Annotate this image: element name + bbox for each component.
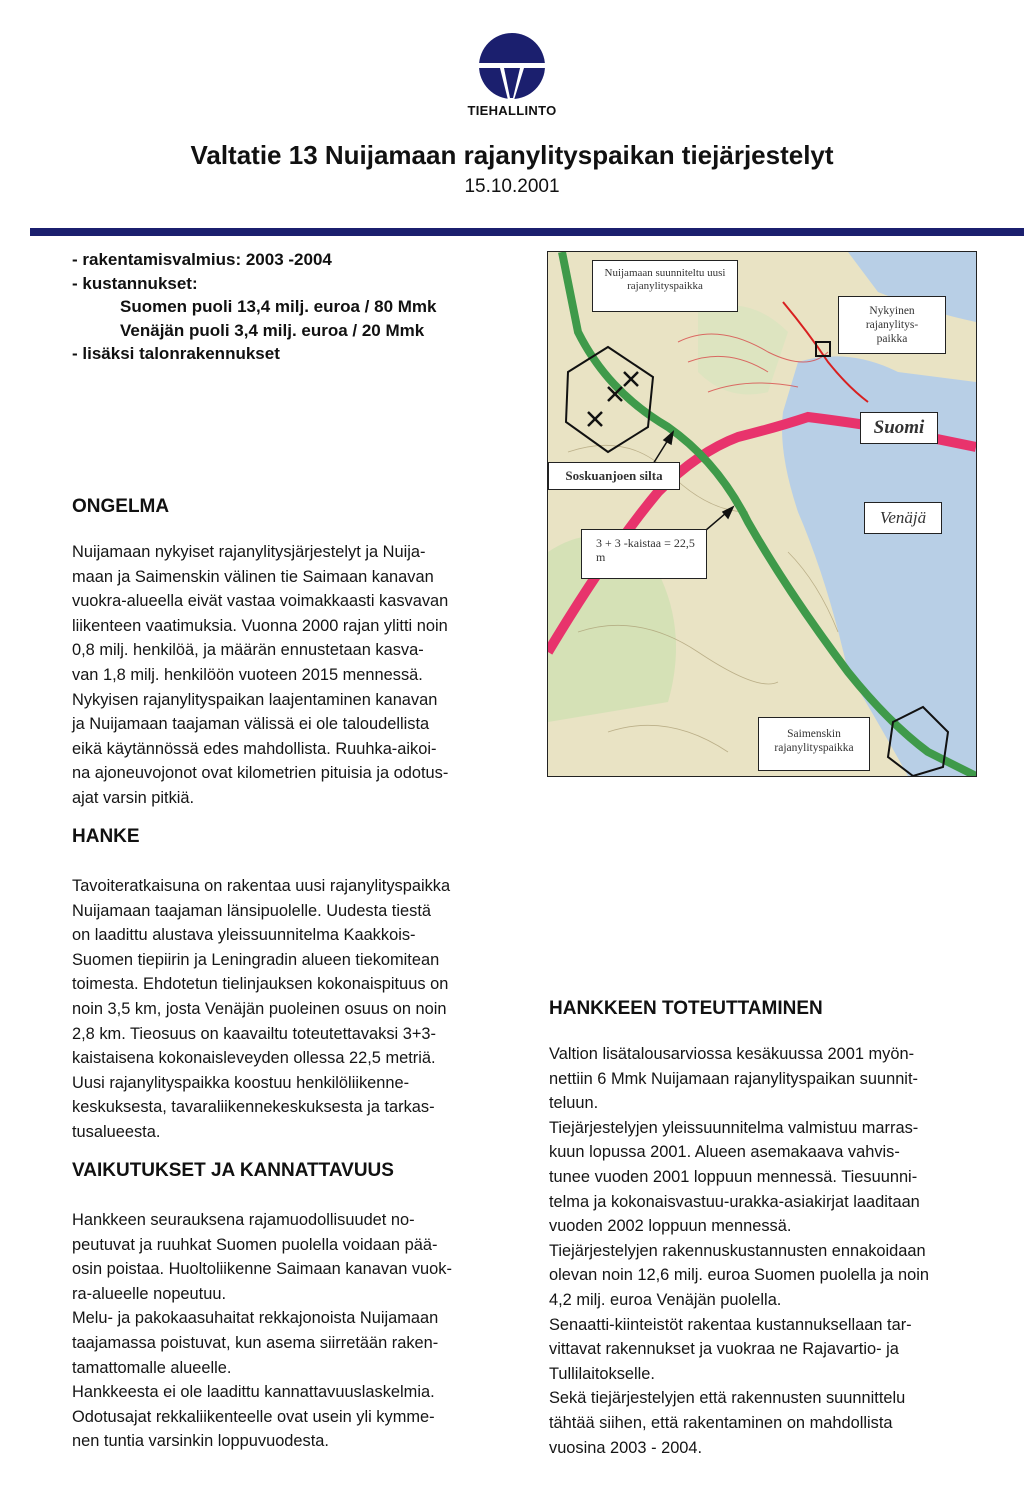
text-line: 0,8 milj. henkilöä, ja määrän ennustetaan kasva-: [72, 641, 424, 660]
heading-ongelma: ONGELMA: [72, 496, 170, 517]
summary-cost-finland: Suomen puoli 13,4 milj. euroa / 80 Mmk: [120, 297, 437, 316]
vaikutukset-text: [72, 1208, 500, 1454]
text-line: na ajoneuvojonot ovat kilometrien pituisia ja odotus-: [72, 764, 449, 783]
publication-date: 15.10.2001: [464, 176, 560, 197]
text-line: nen tuntia varsinkin loppuvuodesta.: [72, 1432, 329, 1451]
text-line: Odotusajat rekkaliikenteelle ovat usein yli kymme-: [72, 1407, 435, 1426]
heading-hanke: HANKE: [72, 826, 140, 847]
text-line: Sekä tiejärjestelyjen että rakennusten suunnittelu: [549, 1389, 906, 1408]
text-line: Hankkeen seurauksena rajamuodollisuudet no-: [72, 1211, 415, 1229]
text-line: taajamassa poistuvat, kun asema siirretään raken-: [72, 1333, 439, 1352]
text-line: kaistaisena kokonaisleveyden ollessa 22,5 metriä.: [72, 1049, 436, 1068]
text-line: vittavat rakennukset ja vuokraa ne Rajavartio- ja: [549, 1340, 899, 1359]
text-line: keskuksesta, tavaraliikennekeskuksesta ja tarkas-: [72, 1098, 435, 1117]
text-line: Melu- ja pakokaasuhaitat rekkajonoista Nuijamaan: [72, 1309, 439, 1328]
summary-schedule: - rakentamisvalmius: 2003 -2004: [72, 250, 332, 269]
text-line: nettiin 6 Mmk Nuijamaan rajanylityspaikan suunnit-: [549, 1069, 918, 1088]
hanke-text: [72, 874, 500, 1145]
summary-cost-russia: Venäjän puoli 3,4 milj. euroa / 20 Mmk: [120, 320, 425, 340]
summary-costs-label: - kustannukset:: [72, 273, 198, 293]
text-line: vuokra-alueella eivät vastaa voimakkaasti kasvavan: [72, 592, 449, 611]
text-line: 2,8 km. Tieosuus on kaavailtu toteutettavaksi 3+3-: [72, 1024, 436, 1043]
summary-extra: - lisäksi talonrakennukset: [72, 344, 280, 363]
text-line: on laadittu alustava yleissuunnitelma Kaakkois-: [72, 926, 416, 945]
map-label-current-crossing: Nykyinen rajanylitys-paikka: [838, 296, 946, 354]
ongelma-text: [72, 540, 500, 811]
text-line: Nuijamaan taajaman länsipuolelle. Uudesta tiestä: [72, 901, 431, 920]
map-label-finland: Suomi: [860, 412, 938, 444]
brand-name: TIEHALLINTO: [467, 103, 557, 118]
project-summary: [72, 248, 436, 366]
map-label-new-crossing: Nuijamaan suunniteltu uusi rajanylityspaikka: [592, 260, 738, 312]
text-line: tamattomalle alueelle.: [72, 1358, 232, 1377]
page-title: Valtatie 13 Nuijamaan rajanylityspaikan tiejärjestelyt: [190, 140, 834, 170]
text-line: ajat varsin pitkiä.: [72, 788, 195, 807]
text-line: Tiejärjestelyjen yleissuunnitelma valmistuu marras-: [549, 1118, 919, 1137]
text-line: 4,2 milj. euroa Venäjän puolella.: [549, 1290, 782, 1309]
text-line: van 1,8 milj. henkilöön vuoteen 2015 mennessä.: [72, 665, 423, 684]
map-label-russia: Venäjä: [864, 502, 942, 534]
text-line: tusalueesta.: [72, 1122, 161, 1141]
text-line: peutuvat ja ruuhkat Suomen puolella voidaan pää-: [72, 1235, 438, 1254]
tiehallinto-logo: [478, 32, 546, 100]
text-line: toimesta. Ehdotetun tielinjauksen kokonaispituus on: [72, 975, 449, 994]
text-line: kuun lopussa 2001. Alueen asemakaava vahvis-: [549, 1143, 900, 1162]
text-line: ja Nuijamaan taajaman välissä ei ole taloudellista: [72, 715, 430, 734]
text-line: Hankkeesta ei ole laadittu kannattavuuslaskelmia.: [72, 1383, 435, 1402]
map-label-saimenskin: Saimenskin rajanylityspaikka: [758, 717, 870, 771]
map-label-lanes: 3 + 3 -kaistaa = 22,5 m: [581, 529, 707, 579]
route-map: [547, 251, 977, 777]
toteuttaminen-text: [549, 1042, 977, 1460]
text-line: tunee vuoden 2001 loppuun mennessä. Tiesuunni-: [549, 1167, 918, 1186]
text-line: Tavoiteratkaisuna on rakentaa uusi rajanylityspaikka: [72, 877, 451, 895]
text-line: Suomen tiepiirin ja Leningradin alueen tiekomitean: [72, 950, 440, 969]
text-line: Valtion lisätalousarviossa kesäkuussa 2001 myön-: [549, 1045, 915, 1063]
map-label-bridge: Soskuanjoen silta: [548, 462, 680, 490]
text-line: vuoden 2002 loppuun mennessä.: [549, 1217, 792, 1236]
text-line: vuosina 2003 - 2004.: [549, 1438, 703, 1457]
text-line: olevan noin 12,6 milj. euroa Suomen puolella ja noin: [549, 1266, 929, 1285]
text-line: eikä käytännössä edes mahdollista. Ruuhka-aikoi-: [72, 739, 437, 758]
heading-toteuttaminen: HANKKEEN TOTEUTTAMINEN: [549, 998, 823, 1019]
text-line: osin poistaa. Huoltoliikenne Saimaan kanavan vuok-: [72, 1260, 452, 1279]
header-divider: [30, 228, 1024, 236]
text-line: maan ja Saimenskin välinen tie Saimaan kanavan: [72, 567, 434, 586]
heading-vaikutukset: VAIKUTUKSET JA KANNATTAVUUS: [72, 1160, 394, 1181]
text-line: liikenteen vaatimuksia. Vuonna 2000 rajan ylitti noin: [72, 616, 448, 635]
text-line: noin 3,5 km, josta Venäjän puoleinen osuus on noin: [72, 999, 447, 1018]
text-line: Senaatti-kiinteistöt rakentaa kustannuksellaan tar-: [549, 1315, 912, 1334]
text-line: Nykyisen rajanylityspaikan laajentaminen kanavan: [72, 690, 438, 709]
text-line: teluun.: [549, 1094, 599, 1113]
text-line: Uusi rajanylityspaikka koostuu henkilöliikenne-: [72, 1073, 410, 1092]
text-line: tähtää siihen, että rakentaminen on mahdollista: [549, 1413, 893, 1432]
text-line: Tiejärjestelyjen rakennuskustannusten ennakoidaan: [549, 1241, 926, 1260]
text-line: telma ja kokonaisvastuu-urakka-asiakirjat laaditaan: [549, 1192, 920, 1211]
text-line: Nuijamaan nykyiset rajanylitysjärjestelyt ja Nuija-: [72, 543, 426, 561]
text-line: ra-alueelle nopeutuu.: [72, 1284, 227, 1303]
text-line: Tullilaitokselle.: [549, 1364, 655, 1383]
